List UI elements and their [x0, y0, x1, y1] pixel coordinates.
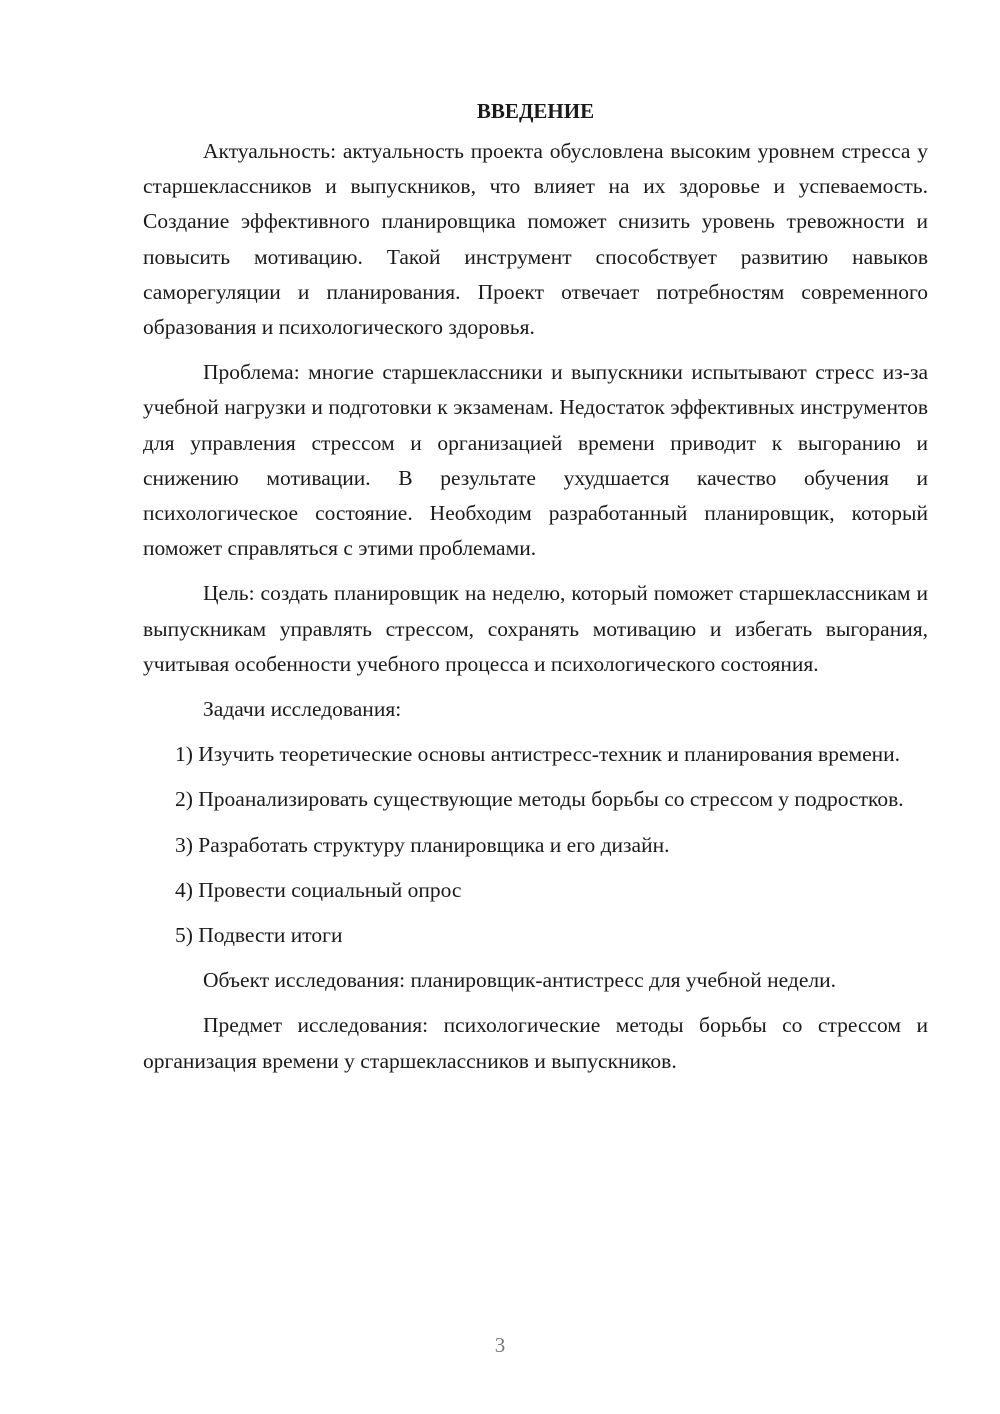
- task-item: 5) Подвести итоги: [175, 923, 343, 948]
- task-item: 2) Проанализировать существующие методы борьбы со стрессом у подростков.: [175, 787, 904, 812]
- paragraph-relevance: Актуальность: актуальность проекта обусловлена высоким уровнем стресса у старшеклассников и выпускников, что влияет на их здоровье и успеваемость. Создание эффективного планировщика поможет снизить уровень тревожности и повысить мотивацию. Такой инструмент способствует развитию навыков саморегуляции и планирования. Проект отвечает потребностям современного образования и психологического здоровья.: [143, 139, 928, 340]
- page-title: ВВЕДЕНИЕ: [476, 99, 595, 123]
- paragraph-subject: Предмет исследования: психологические методы борьбы со стрессом и организация времени у старшеклассников и выпускников.: [143, 1013, 928, 1073]
- paragraph-problem: Проблема: многие старшеклассники и выпускники испытывают стресс из-за учебной нагрузки и подготовки к экзаменам. Недостаток эффективных инструментов для управления стрессом и организацией времени приводит к выгоранию и снижению мотивации. В результате ухудшается качество обучения и психологическое состояние. Необходим разработанный планировщик, который поможет справляться с этими проблемами.: [143, 360, 928, 561]
- paragraph-object: Объект исследования: планировщик-антистресс для учебной недели.: [203, 968, 836, 993]
- task-item: 1) Изучить теоретические основы антистресс-техник и планирования времени.: [175, 742, 901, 767]
- document-page: [143, 94, 928, 1089]
- task-item: 4) Провести социальный опрос: [175, 877, 462, 902]
- page-number: 3: [494, 1333, 506, 1357]
- task-item: 3) Разработать структуру планировщика и его дизайн.: [175, 832, 670, 857]
- paragraph-goal: Цель: создать планировщик на неделю, который поможет старшеклассникам и выпускникам управлять стрессом, сохранять мотивацию и избегать выгорания, учитывая особенности учебного процесса и психологического состояния.: [143, 581, 928, 676]
- tasks-heading: Задачи исследования:: [203, 697, 402, 722]
